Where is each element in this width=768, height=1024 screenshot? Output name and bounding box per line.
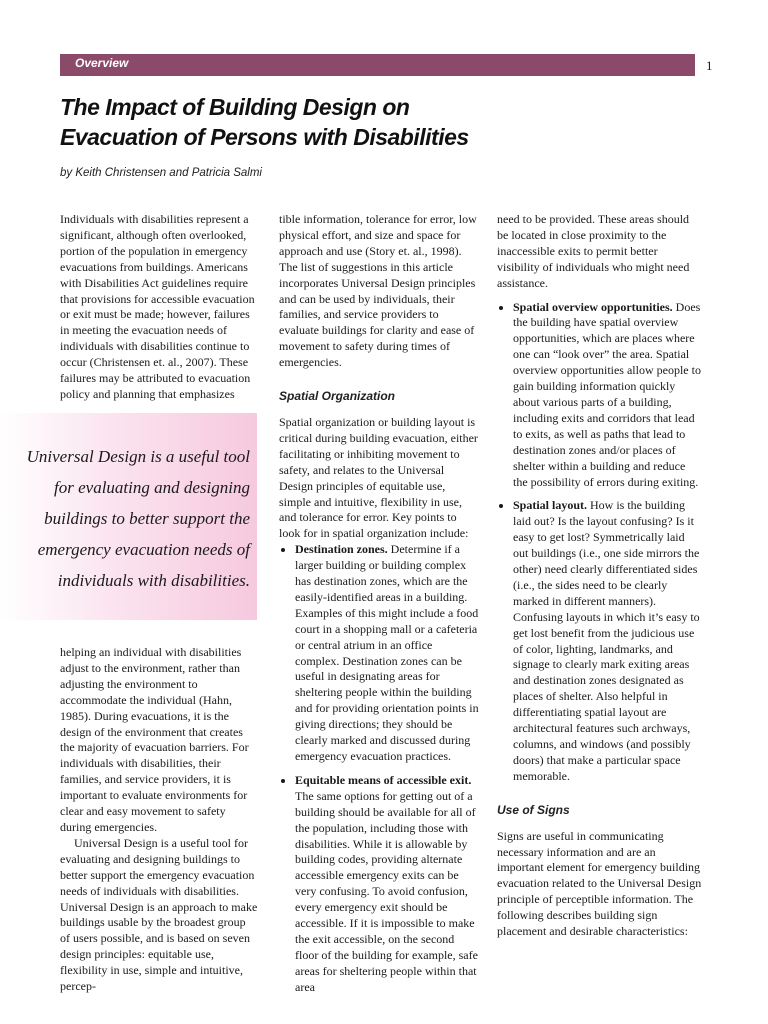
section-label: Overview (75, 56, 129, 70)
list-item-term: Destination zones. (295, 542, 388, 557)
section-header-bar (60, 54, 695, 76)
paragraph: Universal Design is a useful tool for evaluating and designing buildings to better support the emergency evacuation needs of individuals with disabilities. Universal Design is an approach to make buildings usable by the broadest group of users possible, and is based on seven design principles: equitable use, flexibility in use, simple and intuitive, percep- (60, 835, 258, 994)
list-item (295, 542, 479, 765)
column-3 (497, 212, 702, 940)
page-number: 1 (706, 58, 713, 73)
list-item-term: Spatial layout. (513, 498, 588, 513)
list-item-text: Does the building have spatial overview opportunities, which are places where one can “look over” the area. Spatial overview opportunities allow people to gain building information quickly about various parts of a building, including exits and corridors that lead to exits, as well as paths that lead to destination zones and/or places of shelter within a building and reduce the possibility of errors during exiting. (513, 299, 701, 489)
pull-quote: Universal Design is a useful tool for evaluating and designing buildings to better support the emergency evacuation needs of individuals with disabilities. (26, 447, 250, 590)
column-2 (279, 212, 479, 1004)
paragraph: need to be provided. These areas should be located in close proximity to the inaccessible exits to permit better visibility of individuals who might need assistance. (497, 212, 690, 290)
list-item-term: Spatial overview opportunities. (513, 299, 673, 314)
paragraph: helping an individual with disabilities adjust to the environment, rather than adjusting the environment to accommodate the individual (Hahn, 1985). During evacuations, it is the design of the environment that creates the majority of evacuation barriers. For individuals with disabilities, their families, and service providers, it is important to evaluate environments for clear and easy movement to safety during emergencies. (60, 645, 249, 834)
list-item (513, 300, 702, 491)
list-item (513, 498, 702, 784)
list-item-term: Equitable means of accessible exit. (295, 772, 472, 787)
paragraph: tible information, tolerance for error, low physical effort, and size and space for approach and use (Story et. al., 1998). The list of suggestions in this article incorporates Universal Design principles and can be used by individuals, their families, and service providers to evaluate buildings for clarity and ease of movement to safety during times of emergencies. (279, 212, 477, 370)
list-item-text: How is the building laid out? Is the layout confusing? Is it easy to get lost? Symmetrically laid out buildings (i.e., one side mirrors the other) need clearly differentiated sides (i.e., the sides need to be clearly marked in different manners). Confusing layouts in which it’s easy to get lost benefit from the judicious use of color, lighting, landmarks, and signage to clearly mark exiting areas and destination zones designated as places of shelter. Also helpful in differentiating spatial layout are architectural features such archways, columns, and windows (and possibly doors) that make a particular space memorable. (513, 498, 700, 783)
bullet-list (497, 300, 702, 785)
section-heading-spatial-organization: Spatial Organization (279, 389, 396, 404)
paragraph: Individuals with disabilities represent a significant, although often overlooked, portion of the population in emergency evacuations from buildings. Americans with Disabilities Act guidelines require that provisions for accessible evacuation or exit must be made; however, failures in meeting the evacuation needs of individuals with disabilities continue to occur (Christensen et. al., 2007). These failures may be attributed to evacuation policy and planning that emphasizes (60, 212, 255, 401)
paragraph: Spatial organization or building layout is critical during building evacuation, either facilitating or inhibiting movement to safety, and relates to the Universal Design principles of equitable use, simple and intuitive, flexibility in use, and tolerance for error. Key points to look for in spatial organization include: (279, 414, 478, 541)
list-item-text: The same options for getting out of a building should be available for all of the population, including those with disabilities. While it is allowable by building codes, providing alternate accessible emergency exits can be very confusing. To avoid confusion, every emergency exit should be accessible. If it is impossible to make the exit accessible, on the second floor of the building for example, safe areas for sheltering people within that area (295, 788, 478, 994)
byline: by Keith Christensen and Patricia Salmi (60, 167, 262, 179)
paragraph: Signs are useful in communicating necessary information and are an important element for emergency building evacuation related to the Universal Design principle of perceptible information. The following describes building sign placement and desirable characteristics: (497, 828, 702, 939)
column-1-bottom (60, 645, 258, 995)
section-heading-use-of-signs: Use of Signs (497, 802, 570, 817)
list-item-text: Determine if a larger building or building complex has destination zones, which are the easily-identified areas in a building. Examples of this might include a food court in a shopping mall or a cafeteria or central atrium in an office complex. Destination zones can be useful in designating areas for sheltering people within the building and for providing orientation points in giving directions; they should be clearly marked and discussed during emergency evacuation practices. (295, 542, 479, 763)
pull-quote-box (0, 413, 257, 620)
column-1-top (60, 212, 258, 403)
article-title (60, 92, 700, 152)
title-line-1: The Impact of Building Design on (60, 94, 410, 120)
title-line-2: Evacuation of Persons with Disabilities (60, 124, 469, 150)
bullet-list (279, 542, 479, 995)
list-item (295, 773, 479, 996)
